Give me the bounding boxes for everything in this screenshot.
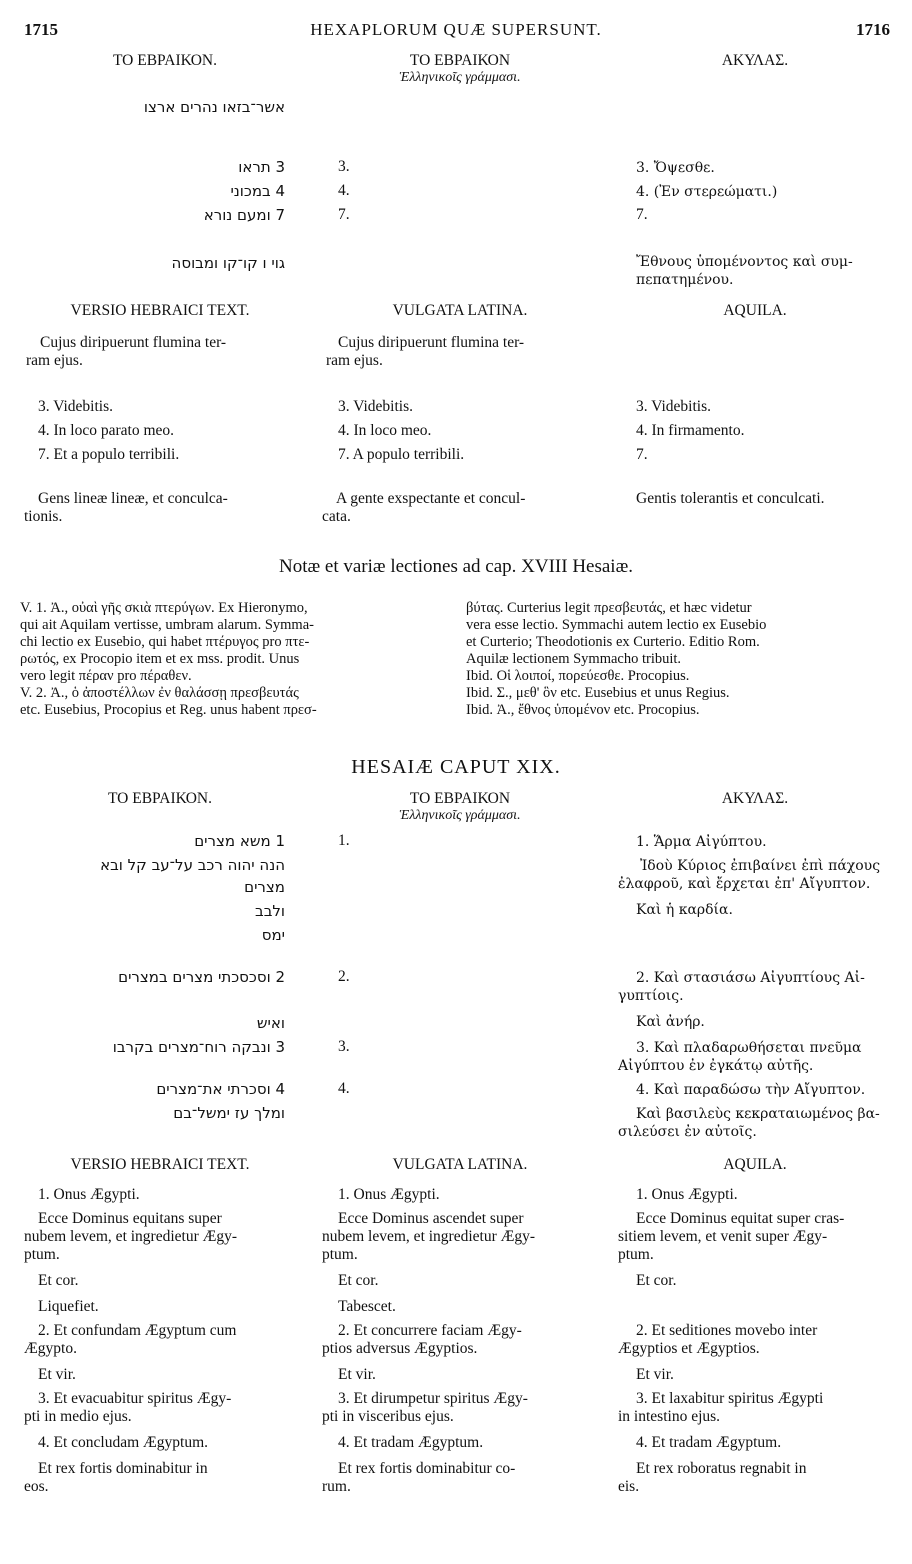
latin-line: Ecce Dominus equitat super cras- <box>636 1210 845 1227</box>
aquila-greek-line: Καὶ ἡ καρδία. <box>636 902 733 918</box>
col-head-hebrew-greek: ΤΟ ΕΒΡΑΙΚΟΝ <box>409 790 511 807</box>
col-head-aquila-greek: ΑΚΥΛΑΣ. <box>721 52 789 69</box>
latin-line: eis. <box>618 1478 640 1495</box>
note-line: ρωτός, ex Procopio item et ex mss. prodit. Unus <box>20 651 300 667</box>
verse-number: 4. <box>338 182 350 199</box>
note-line: Ibid. Οἱ λοιποί, πορεύεσθε. Procopius. <box>466 668 690 684</box>
hebrew-line: 2 וסכסכתי מצרים במצרים <box>118 968 285 986</box>
latin-line: 3. Videbitis. <box>338 398 413 415</box>
verse-number: 7. <box>338 206 350 223</box>
latin-line: 4. In loco parato meo. <box>38 422 175 439</box>
latin-line: 7. Et a populo terribili. <box>38 446 180 463</box>
hebrew-line: 7 ומעם נורא <box>203 206 285 224</box>
note-line: V. 2. Ἀ., ὁ ἀποστέλλων ἐν θαλάσσῃ πρεσβευτάς <box>20 685 299 701</box>
aquila-greek-line: πεπατημένου. <box>636 272 734 288</box>
aquila-greek-line: Ἰδοὺ Κύριος ἐπιβαίνει ἐπὶ πάχους <box>640 858 881 874</box>
latin-line: Ecce Dominus equitans super <box>38 1210 222 1227</box>
verse-number: 3. <box>338 1038 350 1055</box>
latin-line: 1. Onus Ægypti. <box>338 1186 440 1203</box>
verse-number: 1. <box>338 832 350 849</box>
aquila-greek-line: Καὶ βασιλεὺς κεκραταιωμένος βα- <box>636 1106 880 1122</box>
note-line: chi lectio ex Eusebio, qui habet πτέρυγος pro πτε- <box>20 634 310 650</box>
latin-line: 4. Et tradam Ægyptum. <box>338 1434 484 1451</box>
col-head-aquila: AQUILA. <box>723 1156 787 1173</box>
aquila-greek-line: σιλεύσει ἐν αὐτοῖς. <box>618 1124 757 1140</box>
aquila-greek-line: ἐλαφροῦ, καὶ ἔρχεται ἐπ' Αἴγυπτον. <box>618 876 871 892</box>
latin-line: 2. Et concurrere faciam Ægy- <box>338 1322 522 1339</box>
hebrew-line: ואיש <box>256 1014 285 1032</box>
latin-line: 3. Et laxabitur spiritus Ægypti <box>636 1390 824 1407</box>
page-number-left: 1715 <box>24 20 58 39</box>
latin-line: ptios adversus Ægyptios. <box>322 1340 478 1357</box>
latin-line: 7. <box>636 446 648 463</box>
latin-line: cata. <box>322 508 351 525</box>
note-line: etc. Eusebius, Procopius et Reg. unus habent πρεσ- <box>20 702 317 718</box>
note-line: qui ait Aquilam vertisse, umbram alarum. Symma- <box>20 617 314 633</box>
aquila-greek-line: Ἔθνους ὑπομένοντος καὶ συμ- <box>636 254 853 270</box>
latin-line: A gente exspectante et concul- <box>336 490 526 507</box>
latin-line: Et vir. <box>338 1366 376 1383</box>
notes-title: Notæ et variæ lectiones ad cap. XVIII Hesaiæ. <box>278 556 634 577</box>
col-head-aquila: AQUILA. <box>723 302 787 319</box>
hebrew-line: 3 תראו <box>238 158 285 176</box>
latin-line: sitiem levem, et venit super Ægy- <box>618 1228 828 1245</box>
latin-line: Et vir. <box>38 1366 76 1383</box>
latin-line: 2. Et confundam Ægyptum cum <box>38 1322 237 1339</box>
latin-line: Ægypto. <box>24 1340 77 1357</box>
latin-line: Et cor. <box>636 1272 677 1289</box>
latin-line: 3. Videbitis. <box>38 398 113 415</box>
note-line: vero legit πέραν pro πέραθεν. <box>20 668 192 684</box>
latin-line: Ecce Dominus ascendet super <box>338 1210 524 1227</box>
aquila-greek-line: 3. Ὄψεσθε. <box>636 160 715 176</box>
hebrew-line: הנה יהוה רכב על־עב קל ובא <box>100 856 285 874</box>
latin-line: 7. A populo terribili. <box>338 446 465 463</box>
latin-line: 3. Et evacuabitur spiritus Ægy- <box>38 1390 232 1407</box>
latin-line: Cujus diripuerunt flumina ter- <box>40 334 227 351</box>
latin-line: Et cor. <box>338 1272 379 1289</box>
latin-line: 4. Et tradam Ægyptum. <box>636 1434 782 1451</box>
note-line: Ibid. Σ., μεθ' ὃν etc. Eusebius et unus Regius. <box>466 685 730 701</box>
latin-line: Gentis tolerantis et conculcati. <box>636 490 825 507</box>
hebrew-line: גוי ו קו־קו ומבוסה <box>171 254 285 272</box>
col-head-vulgata: VULGATA LATINA. <box>392 1156 528 1173</box>
latin-line: Et rex fortis dominabitur in <box>38 1460 208 1477</box>
aquila-greek-line: 7. <box>636 206 648 223</box>
latin-line: ram ejus. <box>26 352 83 369</box>
latin-line: ram ejus. <box>326 352 383 369</box>
aquila-greek-line: 3. Καὶ πλαδαρωθήσεται πνεῦμα <box>636 1040 862 1056</box>
latin-line: rum. <box>322 1478 351 1495</box>
col-head-aquila-greek: ΑΚΥΛΑΣ. <box>721 790 789 807</box>
hebrew-line: ומלך עז ימשל־בם <box>173 1104 285 1122</box>
latin-line: 1. Onus Ægypti. <box>38 1186 140 1203</box>
latin-line: Et vir. <box>636 1366 674 1383</box>
col-subhead-greek-letters: Ἑλληνικοῖς γράμμασι. <box>399 70 521 85</box>
col-subhead-greek-letters: Ἑλληνικοῖς γράμμασι. <box>399 808 521 823</box>
hebrew-line: 3 ונבקה רוח־מצרים בקרבו <box>112 1038 285 1056</box>
col-head-hebrew-greek: ΤΟ ΕΒΡΑΙΚΟΝ <box>409 52 511 69</box>
latin-line: in intestino ejus. <box>618 1408 721 1425</box>
hebrew-line: אשר־בזאו נהרים ארצו <box>143 98 285 116</box>
page-number-right: 1716 <box>856 20 890 39</box>
verse-number: 2. <box>338 968 350 985</box>
latin-line: nubem levem, et ingredietur Ægy- <box>322 1228 536 1245</box>
chapter-title: HESAIÆ CAPUT XIX. <box>351 756 561 778</box>
latin-line: 4. In firmamento. <box>636 422 745 439</box>
note-line: et Curterio; Theodotionis ex Curterio. Editio Rom. <box>466 634 760 650</box>
aquila-greek-line: 2. Καὶ στασιάσω Αἰγυπτίους Αἰ- <box>636 970 865 986</box>
latin-line: 2. Et seditiones movebo inter <box>636 1322 818 1339</box>
latin-line: Et rex fortis dominabitur co- <box>338 1460 516 1477</box>
col-head-vulgata: VULGATA LATINA. <box>392 302 528 319</box>
hebrew-line: ולבב <box>255 902 285 920</box>
note-line: V. 1. Ἀ., οὐαὶ γῆς σκιὰ πτερύγων. Ex Hieronymo, <box>20 600 308 616</box>
latin-line: ptum. <box>618 1246 654 1263</box>
latin-line: 4. Et concludam Ægyptum. <box>38 1434 209 1451</box>
latin-line: nubem levem, et ingredietur Ægy- <box>24 1228 238 1245</box>
aquila-greek-line: 4. (Ἐν στερεώματι.) <box>636 184 778 200</box>
latin-line: Liquefiet. <box>38 1298 99 1315</box>
verse-number: 3. <box>338 158 350 175</box>
note-line: Ibid. Ἀ., ἔθνος ὑπομένον etc. Procopius. <box>466 702 700 718</box>
aquila-greek-line: Καὶ ἀνήρ. <box>636 1014 705 1030</box>
col-head-hebrew: ΤΟ ΕΒΡΑΙΚΟΝ. <box>112 52 218 69</box>
hebrew-line: 4 וסכרתי את־מצרים <box>156 1080 285 1098</box>
col-head-versio: VERSIO HEBRAICI TEXT. <box>70 1156 250 1173</box>
latin-line: Et cor. <box>38 1272 79 1289</box>
aquila-greek-line: Αἰγύπτου ἐν ἐγκάτῳ αὐτῆς. <box>618 1058 814 1074</box>
latin-line: Tabescet. <box>338 1298 396 1315</box>
latin-line: 3. Videbitis. <box>636 398 711 415</box>
col-head-hebrew: ΤΟ ΕΒΡΑΙΚΟΝ. <box>107 790 213 807</box>
latin-line: eos. <box>24 1478 49 1495</box>
latin-line: 4. In loco meo. <box>338 422 432 439</box>
hebrew-line: מצרים <box>244 878 285 896</box>
latin-line: pti in visceribus ejus. <box>322 1408 454 1425</box>
latin-line: Gens lineæ lineæ, et conculca- <box>38 490 228 507</box>
running-title: HEXAPLORUM QUÆ SUPERSUNT. <box>310 20 602 39</box>
latin-line: 1. Onus Ægypti. <box>636 1186 738 1203</box>
latin-line: Cujus diripuerunt flumina ter- <box>338 334 525 351</box>
latin-line: tionis. <box>24 508 63 525</box>
hebrew-line: 1 משא מצרים <box>194 832 285 850</box>
latin-line: pti in medio ejus. <box>24 1408 132 1425</box>
hebrew-line: 4 במכוני <box>230 182 285 200</box>
latin-line: ptum. <box>24 1246 60 1263</box>
note-line: Aquilæ lectionem Symmacho tribuit. <box>466 651 682 667</box>
latin-line: 3. Et dirumpetur spiritus Ægy- <box>338 1390 528 1407</box>
aquila-greek-line: γυπτίοις. <box>618 988 684 1004</box>
latin-line: ptum. <box>322 1246 358 1263</box>
latin-line: Ægyptios et Ægyptios. <box>618 1340 760 1357</box>
note-line: vera esse lectio. Symmachi autem lectio ex Eusebio <box>466 617 767 633</box>
aquila-greek-line: 4. Καὶ παραδώσω τὴν Αἴγυπτον. <box>636 1082 866 1098</box>
notes-right-column <box>466 600 766 719</box>
notes-left-column <box>20 600 317 719</box>
latin-line: Et rex roboratus regnabit in <box>636 1460 807 1477</box>
hebrew-line: ימס <box>261 926 285 944</box>
col-head-versio: VERSIO HEBRAICI TEXT. <box>70 302 250 319</box>
note-line: βύτας. Curterius legit πρεσβευτάς, et hæc videtur <box>466 600 752 616</box>
verse-number: 4. <box>338 1080 350 1097</box>
aquila-greek-line: 1. Ἅρμα Αἰγύπτου. <box>636 834 767 850</box>
